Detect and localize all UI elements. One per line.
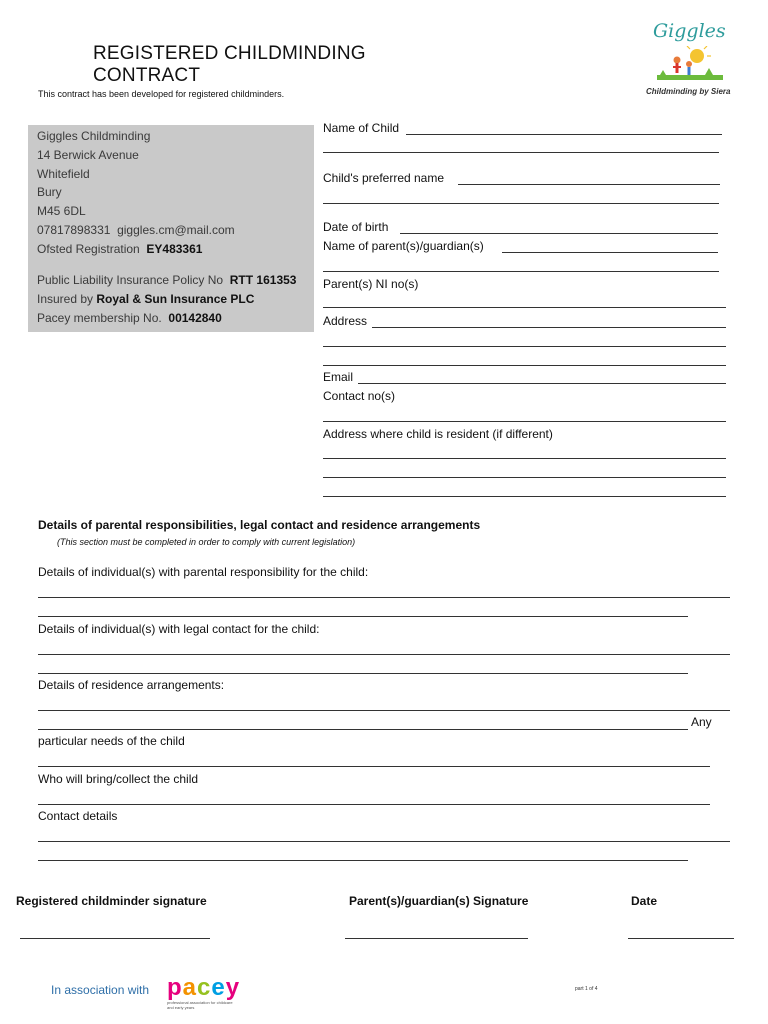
contact-line[interactable]	[323, 421, 726, 422]
resident-address-line-1[interactable]	[323, 458, 726, 459]
needs-line[interactable]	[38, 766, 710, 767]
insurance-value: RTT 161353	[229, 273, 297, 287]
residence-label: Details of residence arrangements:	[38, 678, 225, 692]
name-of-child-line-2[interactable]	[323, 152, 719, 153]
date-line[interactable]	[628, 938, 734, 939]
residence-line-1[interactable]	[38, 710, 730, 711]
provider-info-box	[28, 125, 314, 332]
insured-label: Insured by	[37, 292, 94, 306]
section-note: (This section must be completed in order to comply with current legislation)	[57, 537, 356, 547]
address-line-2[interactable]	[323, 346, 726, 347]
page-title	[93, 43, 366, 87]
preferred-name-label: Child's preferred name	[323, 171, 445, 185]
parent-name-label: Name of parent(s)/guardian(s)	[323, 239, 484, 253]
pacey-membership	[37, 311, 222, 325]
pacey-logo-text: pacey	[167, 974, 241, 1001]
title-line-2: CONTRACT	[93, 65, 201, 86]
address-label: Address	[323, 314, 368, 328]
name-of-child-line[interactable]	[406, 134, 722, 135]
parent-signature-line[interactable]	[345, 938, 528, 939]
bring-collect-line[interactable]	[38, 804, 710, 805]
pacey-value: 00142840	[168, 311, 222, 325]
pacey-logo	[167, 976, 240, 1010]
ofsted-registration	[37, 242, 202, 256]
parent-name-line-2[interactable]	[323, 271, 719, 272]
resident-address-line-2[interactable]	[323, 477, 726, 478]
giggles-logo-text: Giggles	[653, 20, 726, 42]
legal-line-2[interactable]	[38, 673, 688, 674]
association-text: In association with	[51, 983, 150, 997]
legal-line-1[interactable]	[38, 654, 730, 655]
ofsted-label: Ofsted Registration	[37, 242, 140, 256]
email-line[interactable]	[358, 383, 726, 384]
name-of-child-label: Name of Child	[323, 121, 400, 135]
provider-email: giggles.cm@mail.com	[117, 223, 235, 237]
insurer	[37, 292, 254, 306]
ni-label: Parent(s) NI no(s)	[323, 277, 419, 291]
resident-address-label: Address where child is resident (if different)	[323, 427, 553, 441]
childminder-signature-label: Registered childminder signature	[16, 894, 207, 908]
contact-label: Contact no(s)	[323, 389, 396, 403]
provider-contact	[37, 223, 235, 237]
pacey-label: Pacey membership No.	[37, 311, 162, 325]
parent-signature-label: Parent(s)/guardian(s) Signature	[349, 894, 529, 908]
page-number: part 1 of 4	[575, 986, 598, 992]
residence-line-2[interactable]	[38, 729, 688, 730]
date-label: Date	[631, 894, 658, 908]
parental-responsibility-label: Details of individual(s) with parental responsibility for the child:	[38, 565, 369, 579]
contact-details-label: Contact details	[38, 809, 118, 823]
date-of-birth-line[interactable]	[400, 233, 718, 234]
address-line-1[interactable]	[372, 327, 726, 328]
date-of-birth-label: Date of birth	[323, 220, 389, 234]
provider-postcode: M45 6DL	[37, 204, 86, 218]
provider-address-2: Whitefield	[37, 167, 90, 181]
legal-contact-label: Details of individual(s) with legal contact for the child:	[38, 622, 320, 636]
address-line-3[interactable]	[323, 365, 726, 366]
contact-details-line-1[interactable]	[38, 841, 730, 842]
pacey-tagline: professional association for childcare and early years	[167, 1000, 233, 1010]
title-line-1: REGISTERED CHILDMINDING	[93, 43, 366, 64]
preferred-name-line-2[interactable]	[323, 203, 719, 204]
logo-tagline: Childminding by Siera	[646, 87, 731, 96]
subtitle: This contract has been developed for registered childminders.	[38, 89, 285, 99]
provider-address-1: 14 Berwick Avenue	[37, 148, 139, 162]
any-label: Any	[691, 715, 712, 729]
insurance-policy	[37, 273, 296, 287]
parental-line-2[interactable]	[38, 616, 688, 617]
parental-line-1[interactable]	[38, 597, 730, 598]
preferred-name-line[interactable]	[458, 184, 720, 185]
resident-address-line-3[interactable]	[323, 496, 726, 497]
contact-details-line-2[interactable]	[38, 860, 688, 861]
insurance-label: Public Liability Insurance Policy No	[37, 273, 224, 287]
childminder-signature-line[interactable]	[20, 938, 210, 939]
giggles-logo-graphic	[655, 46, 725, 86]
parent-name-line[interactable]	[502, 252, 718, 253]
bring-collect-label: Who will bring/collect the child	[38, 772, 199, 786]
provider-name: Giggles Childminding	[37, 129, 151, 143]
provider-phone: 07817898331	[37, 223, 111, 237]
ni-line[interactable]	[323, 307, 726, 308]
section-heading: Details of parental responsibilities, legal contact and residence arrangements	[38, 518, 481, 532]
email-label: Email	[323, 370, 354, 384]
particular-needs-label: particular needs of the child	[38, 734, 185, 748]
provider-address-3: Bury	[37, 185, 62, 199]
ofsted-value: EY483361	[146, 242, 203, 256]
insured-value: Royal & Sun Insurance PLC	[96, 292, 255, 306]
